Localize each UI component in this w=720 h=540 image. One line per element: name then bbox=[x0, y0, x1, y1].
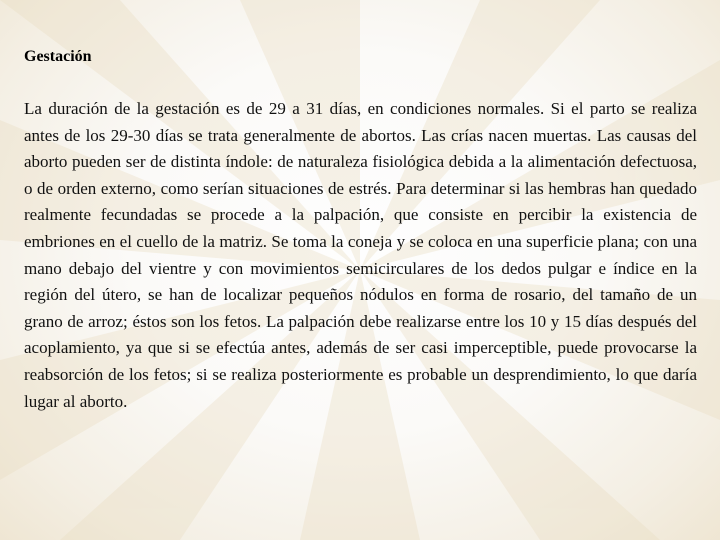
slide-paragraph: La duración de la gestación es de 29 a 31 días, en condiciones normales. Si el parto se realiza antes de los 29-30 días se trata generalmente de abortos. Las crías nacen muertas. Las causas del aborto pueden ser de distinta índole: de naturaleza fisiológica debida a la alimentación defectuosa, o de orden externo, como serían situaciones de estrés. Para determinar si las hembras han quedado realmente fecundadas se procede a la palpación, que consiste en percibir la existencia de embriones en el cuello de la matriz. Se toma la coneja y se coloca en una superficie plana; con una mano debajo del vientre y con movimientos semicirculares de los dedos pulgar e índice en la región del útero, se han de localizar pequeños nódulos en forma de rosario, del tamaño de un grano de arroz; éstos son los fetos. La palpación debe realizarse entre los 10 y 15 días después del acoplamiento, ya que si se efectúa antes, además de ser casi imperceptible, puede provocarse la reabsorción de los fetos; si se realiza posteriormente es probable un desprendimiento, lo que daría lugar al aborto. bbox=[24, 99, 697, 411]
slide-title: Gestación bbox=[24, 48, 92, 65]
slide-content bbox=[24, 44, 697, 415]
